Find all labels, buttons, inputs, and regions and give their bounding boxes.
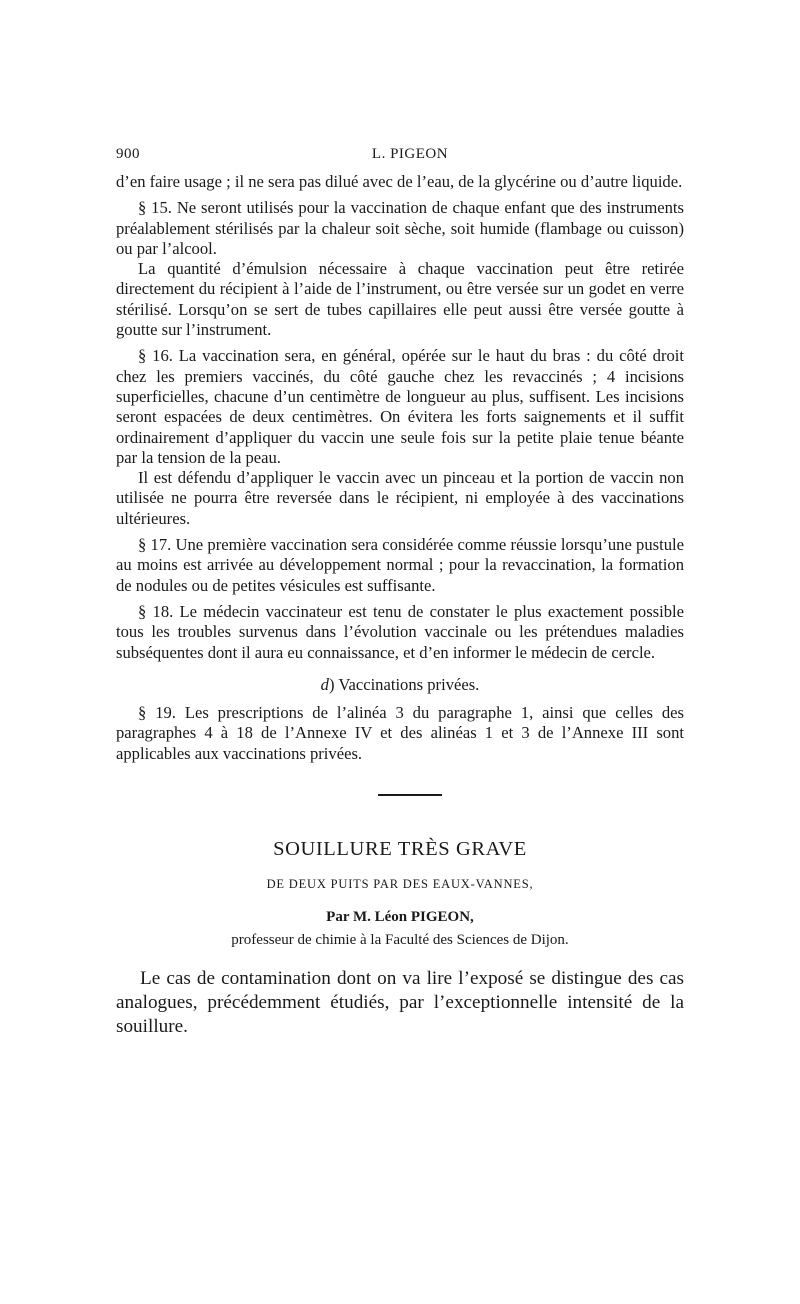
- article-intro: Le cas de contamination dont on va lire l’exposé se distingue des cas analogues, précédemment étudiés, par l’exceptionnelle intensité de la souillure.: [116, 968, 684, 1038]
- running-head: [116, 146, 684, 172]
- section-divider: [378, 794, 442, 796]
- paragraph-continuation: d’en faire usage ; il ne sera pas dilué avec de l’eau, de la glycérine ou d’autre liquide.: [116, 172, 683, 191]
- paragraph-brush-prohibition: Il est défendu d’appliquer le vaccin avec un pinceau et la portion de vaccin non utilisée ne pourra être reversée dans le récipient, ni employée à des vaccinations ultérieures.: [116, 468, 684, 528]
- paragraph-section-18: § 18. Le médecin vaccinateur est tenu de constater le plus exactement possible tous les troubles survenus dans l’évolution vaccinale ou les prétendues maladies subséquentes dont il aura eu connaissance, et d’en informer le médecin de cercle.: [116, 601, 684, 662]
- article-author: Par M. Léon PIGEON,: [326, 909, 474, 926]
- page-number: 900: [116, 146, 140, 162]
- paragraph-section-17: § 17. Une première vaccination sera considérée comme réussie lorsqu’une pustule au moins est arrivée au développement normal ; pour la revaccination, la formation de nodules ou de petites vésicules est suffisante.: [116, 535, 684, 595]
- paragraph-section-15: § 15. Ne seront utilisés pour la vaccination de chaque enfant que des instruments préalablement stérilisés par la chaleur soit sèche, soit humide (flambage ou cuisson) ou par l’alcool.: [116, 198, 684, 258]
- subsection-letter: d: [320, 674, 329, 694]
- article-title: SOUILLURE TRÈS GRAVE: [273, 838, 527, 861]
- paragraph-section-19: § 19. Les prescriptions de l’alinéa 3 du paragraphe 1, ainsi que celles des paragraphes 4 à 18 de l’Annexe IV et des alinéas 1 et 3 de l’Annexe III sont applicables aux vaccinations privées.: [116, 703, 684, 763]
- subsection-heading: [116, 675, 684, 695]
- running-title: L. PIGEON: [371, 146, 449, 162]
- paragraph-emulsion: La quantité d’émulsion nécessaire à chaque vaccination peut être retirée directement du récipient à l’aide de l’instrument, ou être versée sur un godet en verre stérilisé. Lorsqu’on se sert de tubes capillaires elle peut aussi être versée goutte à goutte sur l’instrument.: [116, 259, 684, 340]
- page: [116, 146, 684, 1039]
- subsection-title: ) Vaccinations privées.: [328, 674, 480, 694]
- article-affiliation: professeur de chimie à la Faculté des Sciences de Dijon.: [231, 932, 569, 949]
- paragraph-section-16: § 16. La vaccination sera, en général, opérée sur le haut du bras : du côté droit chez les premiers vaccinés, du côté gauche chez les revaccinés ; 4 incisions superficielles, chacune d’un centimètre de longueur au plus, suffisent. Les incisions seront espacées de deux centimètres. On évitera les forts saignements et il suffit ordinairement d’appliquer du vaccin une seule fois sur la petite plaie tenue béante par la tension de la peau.: [116, 346, 684, 467]
- article-subtitle: DE DEUX PUITS PAR DES EAUX-VANNES,: [266, 877, 534, 892]
